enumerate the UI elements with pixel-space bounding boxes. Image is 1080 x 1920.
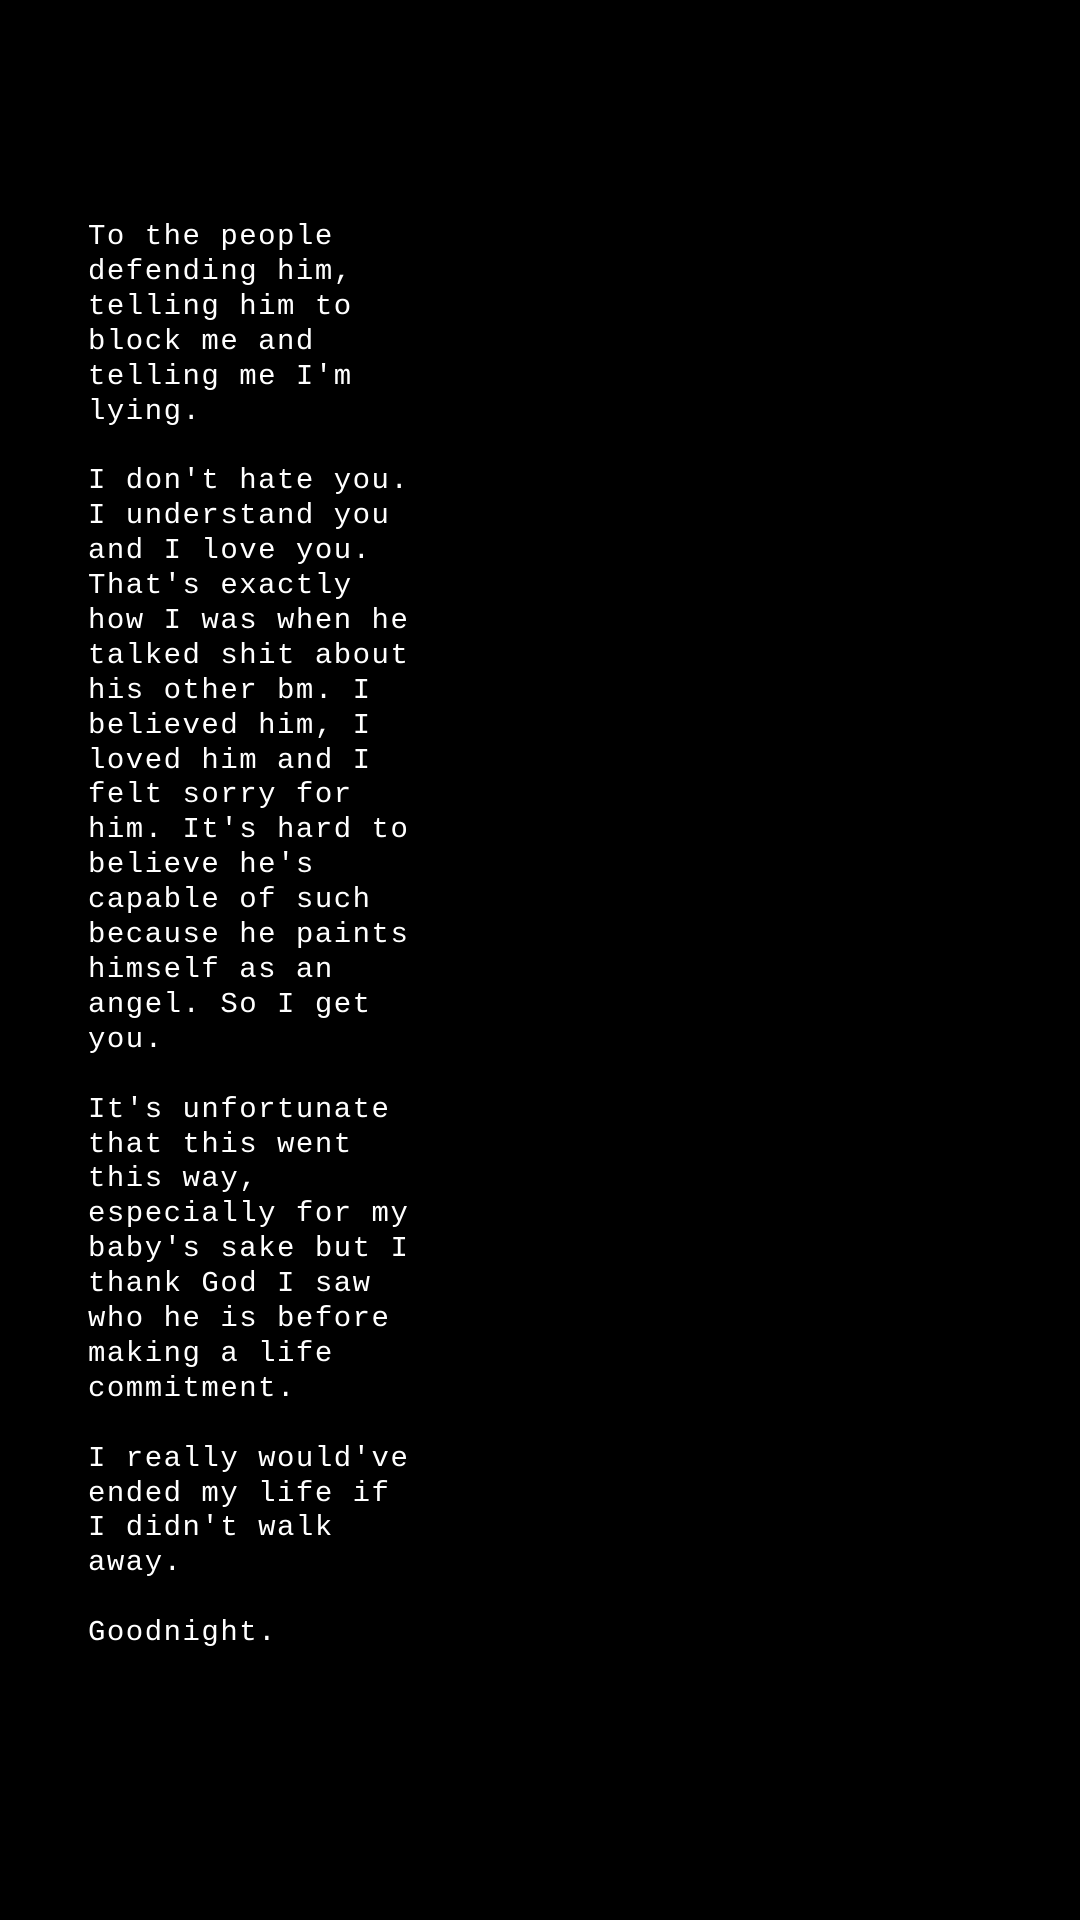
note-line: making a life bbox=[88, 1336, 334, 1370]
note-line: this way, bbox=[88, 1162, 259, 1196]
note-line: believe he's bbox=[88, 848, 315, 882]
note-line: commitment. bbox=[88, 1371, 296, 1405]
note-line: That's exactly bbox=[88, 569, 353, 603]
note-line: him. It's hard to bbox=[88, 813, 410, 847]
note-line: away. bbox=[88, 1546, 183, 1580]
note-line: loved him and I bbox=[88, 743, 372, 777]
note-line: because he paints bbox=[88, 918, 410, 952]
note-line: his other bm. I bbox=[88, 673, 372, 707]
note-line: angel. So I get bbox=[88, 987, 372, 1021]
note-paragraph bbox=[88, 464, 988, 1057]
note-paragraph bbox=[88, 1093, 988, 1407]
note-line: I really would've bbox=[88, 1441, 410, 1475]
note-line: and I love you. bbox=[88, 534, 372, 568]
note-line: believed him, I bbox=[88, 708, 372, 742]
note-line: felt sorry for bbox=[88, 778, 353, 812]
note-line: thank God I saw bbox=[88, 1267, 372, 1301]
note-line: telling me I'm bbox=[88, 359, 353, 393]
note-line: I understand you bbox=[88, 499, 391, 533]
note-line: Goodnight. bbox=[88, 1616, 278, 1650]
note-line: that this went bbox=[88, 1127, 353, 1161]
note-line: telling him to bbox=[88, 289, 353, 323]
note-line: I don't hate you. bbox=[88, 464, 410, 498]
note-line: who he is before bbox=[88, 1302, 391, 1336]
note-paragraph bbox=[88, 1442, 988, 1582]
note-line: himself as an bbox=[88, 953, 334, 987]
note-line: baby's sake but I bbox=[88, 1232, 410, 1266]
note-line: how I was when he bbox=[88, 603, 410, 637]
note-line: especially for my bbox=[88, 1197, 410, 1231]
note-line: ended my life if bbox=[88, 1476, 391, 1510]
note-line: you. bbox=[88, 1022, 164, 1056]
note-line: I didn't walk bbox=[88, 1511, 334, 1545]
note-line: To the people bbox=[88, 220, 334, 253]
note-paragraph bbox=[88, 220, 988, 429]
note-text-block bbox=[88, 220, 988, 1686]
note-line: defending him, bbox=[88, 254, 353, 288]
note-line: It's unfortunate bbox=[88, 1092, 391, 1126]
note-line: capable of such bbox=[88, 883, 372, 917]
note-paragraph bbox=[88, 1616, 988, 1651]
note-line: lying. bbox=[88, 394, 202, 428]
note-line: talked shit about bbox=[88, 638, 410, 672]
note-line: block me and bbox=[88, 324, 315, 358]
